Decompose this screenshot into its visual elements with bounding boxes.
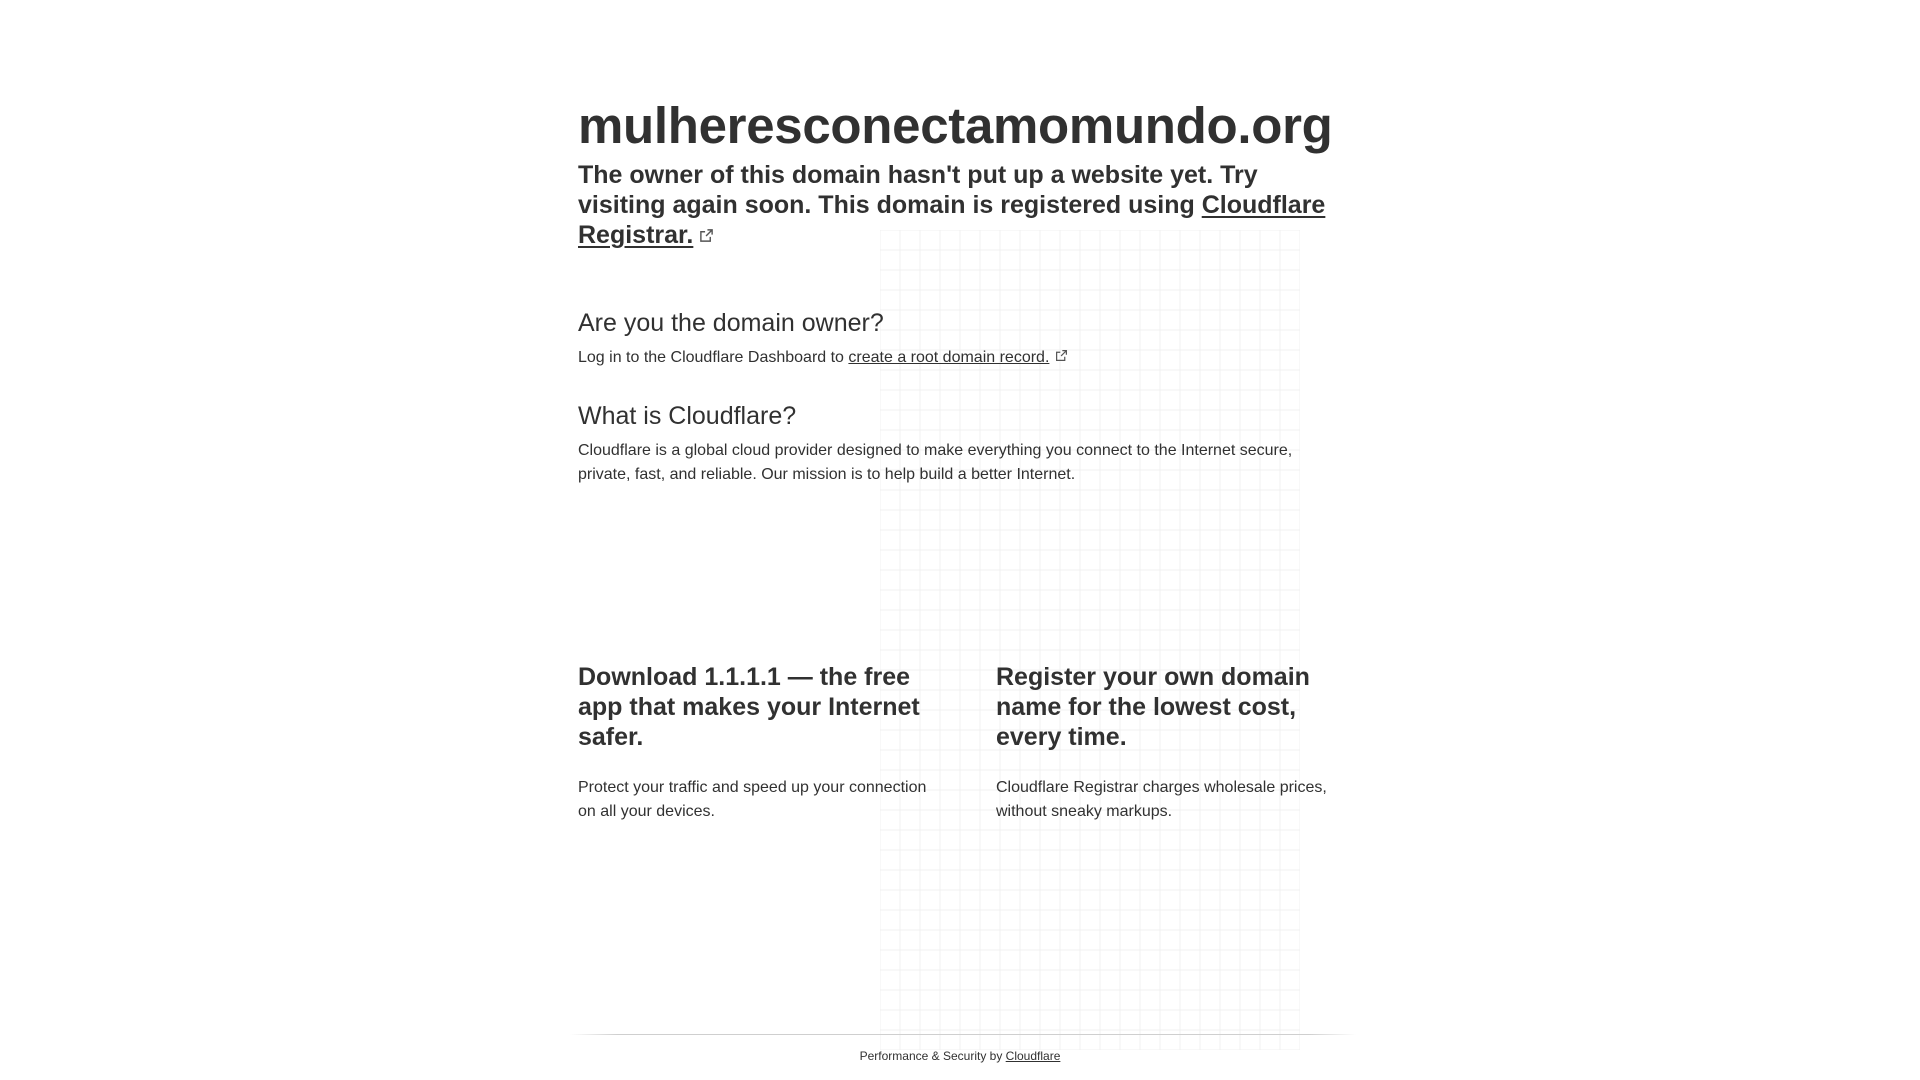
register-domain-card <box>996 662 1356 824</box>
domain-owner-section <box>578 308 1348 370</box>
subtitle-text: The owner of this domain hasn't put up a website yet. Try visiting again soon. This domain is registered using <box>578 161 1258 219</box>
external-link-icon <box>699 220 714 250</box>
register-domain-text: Cloudflare Registrar charges wholesale prices, without sneaky markups. <box>996 779 1327 820</box>
external-link-icon <box>1055 346 1068 370</box>
footer-text: Performance & Security by <box>859 1049 1006 1063</box>
cloudflare-registrar-link[interactable]: Cloudflare Registrar. <box>578 191 1326 249</box>
download-1111-title: Download 1.1.1.1 — the free app that makes your Internet safer. <box>578 663 920 751</box>
register-domain-title: Register your own domain name for the lowest cost, every time. <box>996 663 1310 751</box>
domain-title: mulheresconectamomundo.org <box>578 97 1333 154</box>
subtitle <box>578 160 1348 250</box>
header <box>578 92 1348 250</box>
download-1111-text: Protect your traffic and speed up your connection on all your devices. <box>578 779 927 820</box>
footer-cloudflare-link[interactable]: Cloudflare <box>1005 1049 1061 1063</box>
what-is-cloudflare-heading: What is Cloudflare? <box>578 402 797 430</box>
domain-owner-label: Log in to the Cloudflare Dashboard to <box>578 349 849 366</box>
footer-divider <box>570 1034 1356 1035</box>
domain-owner-heading: Are you the domain owner? <box>578 309 884 337</box>
what-is-cloudflare-text: Cloudflare is a global cloud provider designed to make everything you connect to the Internet secure, private, fast, and reliable. Our mission is to help build a better Internet. <box>578 442 1293 483</box>
download-1111-card <box>578 662 938 824</box>
what-is-cloudflare-section <box>578 401 1348 487</box>
create-root-record-link[interactable]: create a root domain record. <box>848 349 1050 366</box>
domain-owner-text <box>578 346 1348 370</box>
footer <box>0 1048 1920 1064</box>
